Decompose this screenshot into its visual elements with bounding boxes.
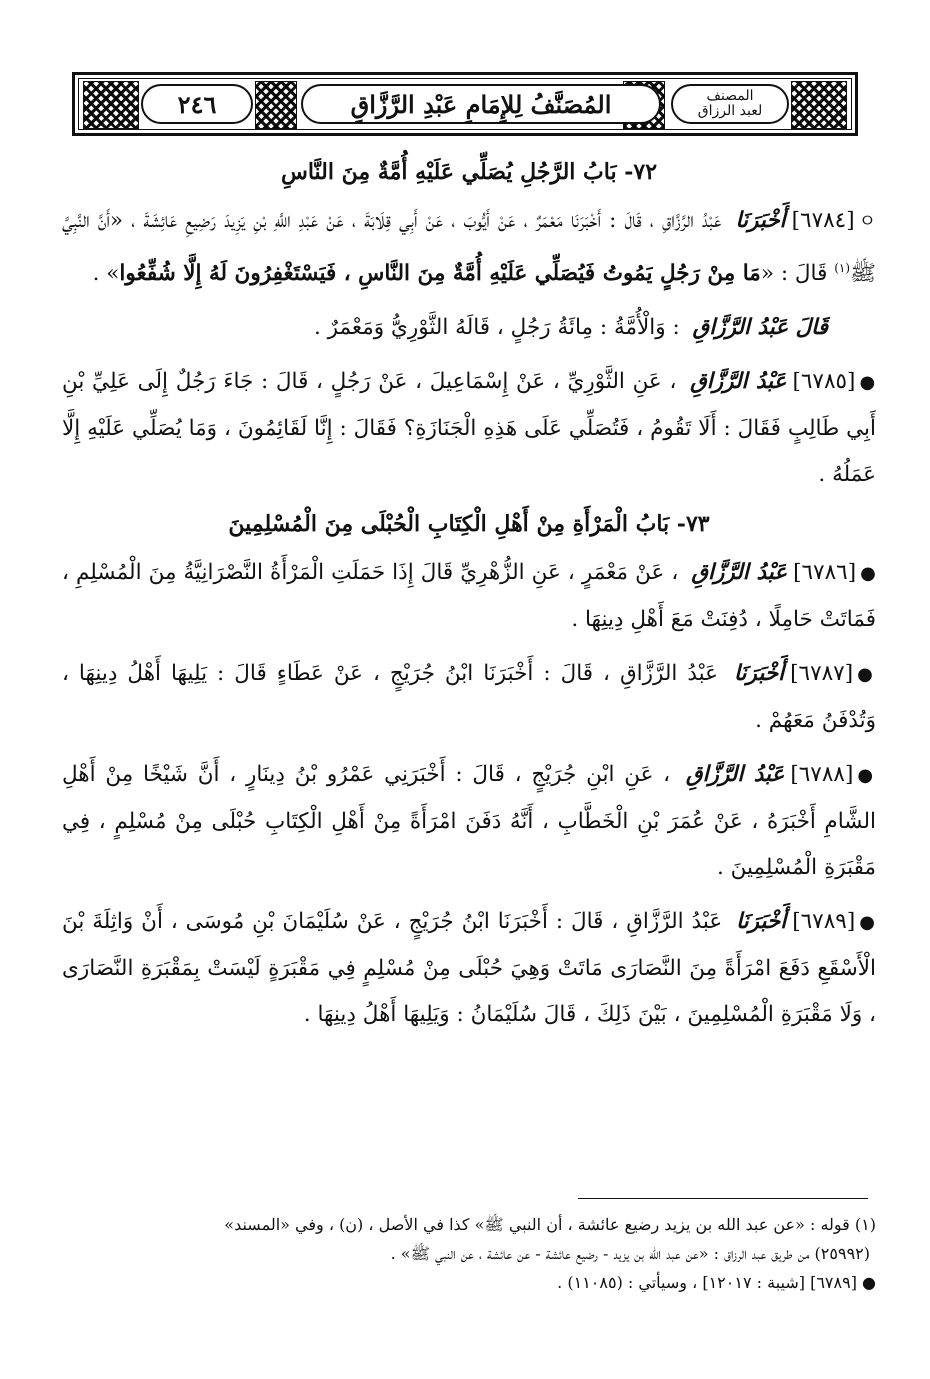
note-text: : وَالْأُمَّةُ : مِائَةُ رَجُلٍ ، قَالَهُ الثَّوْرِيُّ وَمَعْمَرٌ . — [313, 315, 680, 341]
entry-number: [٦٧٨٦] — [793, 560, 857, 586]
hadith-entry-6789 — [62, 899, 876, 1038]
entry-number: [٦٧٨٤] — [791, 208, 855, 233]
entry-number: [٦٧٨٨] — [790, 762, 854, 788]
entry-marker: ㅇ — [858, 211, 876, 232]
entry-marker: ● — [859, 372, 876, 394]
page-number: ٢٤٦ — [141, 84, 253, 124]
entry-text-3: » . — [92, 261, 120, 287]
ornament-right-icon — [791, 81, 847, 129]
entry-text: ، عَنْ مَعْمَرٍ ، عَنِ الزُّهْرِيِّ قَالَ إِذَا حَمَلَتِ الْمَرْأَةُ النَّصْرَانِيَّةُ مِنَ الْمُسْلِمِ ، فَمَاتَتْ حَامِلًا ، دُفِنَتْ مَعَ أَهْلِ دِينِهَا . — [62, 560, 876, 633]
entry-source: عَبْدُ الرَّزَّاقِ — [691, 560, 788, 586]
commentary-note — [62, 305, 876, 351]
entry-source: أَخْبَرَنَا — [733, 661, 785, 687]
chapter-heading-72: ٧٢- بَابُ الرَّجُلِ يُصَلِّي عَلَيْهِ أُمَّةٌ مِنَ النَّاسِ — [280, 159, 658, 185]
footnotes — [62, 1210, 876, 1297]
entry-text: ، عَنِ الثَّوْرِيِّ ، عَنْ إِسْمَاعِيلَ ، عَنْ رَجُلٍ ، قَالَ : جَاءَ رَجُلٌ إِلَى عَلِيِّ بْنِ أَبِي طَالِبٍ فَقَالَ : أَلَا تَقُومُ ، فَتُصَلِّي عَلَى هَذِهِ الْجَنَازَةِ؟ فَقَالَ : إِنَّا لَقَائِمُونَ ، وَمَا يُصَلِّي عَلَيْهِ إِلَّا عَمَلُهُ . — [62, 369, 876, 488]
hadith-entry-6787 — [62, 651, 876, 744]
book-title: المُصَنَّفُ لِلإِمَامِ عَبْدِ الرَّزَّاقِ — [301, 84, 661, 124]
footnote-1-line-1: (١) قوله : «عن عبد الله بن يزيد رضيع عائشة ، أن النبي ﷺ» كذا في الأصل ، (ن) ، وفي «المسند» — [224, 1215, 876, 1234]
entry-marker: ● — [857, 765, 876, 787]
main-text — [62, 146, 876, 1046]
hadith-entry-6788 — [62, 752, 876, 891]
footnote-2: ● [٦٧٨٩] [شيبة : ١٢٠١٧] ، وسيأتي : (١١٠٨٥) . — [557, 1273, 876, 1292]
entry-marker: ● — [857, 664, 876, 686]
entry-source: أَخْبَرَنَا — [736, 909, 787, 935]
hadith-entry-6785 — [62, 359, 876, 498]
entry-marker: ● — [860, 563, 876, 585]
page-header — [72, 72, 858, 136]
footnote-1-line-2: (٢٥٩٩٢) من طريق عبد الرزاق : «عن عبد الله بن يزيد - رضيع عائشة - عن عائشة ، عن النبي ﷺ» . — [390, 1244, 870, 1263]
entry-text: عَبْدُ الرَّزَّاقِ ، قَالَ : أَخْبَرَنَا ابْنُ جُرَيْجٍ ، عَنْ سُلَيْمَانَ بْنِ مُوسَى ، أَنْ وَاثِلَةَ بْنَ الْأَسْقَعِ دَفَعَ امْرَأَةً مِنَ النَّصَارَى مَاتَتْ وَهِيَ حُبْلَى مِنْ مُسْلِمٍ فِي مَقْبَرَةٍ لَيْسَتْ بِمَقْبَرَةِ النَّصَارَى ، وَلَا مَقْبَرَةِ الْمُسْلِمِينَ ، بَيْنَ ذَلِكَ ، قَالَ سُلَيْمَانُ : وَيَلِيهَا أَهْلُ دِينِهَا . — [62, 909, 876, 1028]
ornament-left-icon — [83, 81, 139, 129]
footnote-divider — [578, 1198, 868, 1199]
seal-line-2: لعبد الرزاق — [697, 103, 763, 119]
entry-marker: ● — [859, 912, 876, 934]
entry-text: ، عَنِ ابْنِ جُرَيْجٍ ، قَالَ : أَخْبَرَنِي عَمْرُو بْنُ دِينَارٍ ، أَنَّ شَيْخًا مِنْ أَهْلِ الشَّامِ أَخْبَرَهُ ، عَنْ عُمَرَ بْنِ الْخَطَّابِ ، أَنَّهُ دَفَنَ امْرَأَةً مِنْ أَهْلِ الْكِتَابِ حُبْلَى مِنْ مُسْلِمٍ ، فِي مَقْبَرَةِ الْمُسْلِمِينَ . — [62, 762, 876, 881]
note-source: قَالَ عَبْدُ الرَّزَّاقِ — [692, 315, 828, 341]
entry-source: عَبْدُ الرَّزَّاقِ — [690, 369, 787, 395]
entry-text: عَبْدُ الرَّزَّاقِ ، قَالَ : أَخْبَرَنَا ابْنُ جُرَيْجٍ ، عَنْ عَطَاءٍ قَالَ : يَلِيهَا أَهْلُ دِينِهَا ، وَتُدْفَنُ مَعَهُمْ . — [62, 661, 876, 734]
entry-text: عَبْدُ الرَّزَّاقِ ، قَالَ : أَخْبَرَنَا مَعْمَرٌ ، عَنْ أَيُّوبَ ، عَنْ أَبِي قِلَابَةَ ، عَنْ عَبْدِ اللَّهِ بْنِ يَزِيدَ رَضِيعِ عَائِشَةَ ، «أَنَّ النَّبِيَّ ﷺ — [62, 208, 876, 287]
entry-source: عَبْدُ الرَّزَّاقِ — [685, 762, 785, 788]
entry-source: أَخْبَرَنَا — [735, 208, 786, 233]
entry-number: [٦٧٨٧] — [790, 661, 854, 687]
entry-text-2: قَالَ : « — [760, 261, 828, 287]
entry-number: [٦٧٨٥] — [792, 369, 856, 395]
entry-number: [٦٧٨٩] — [792, 909, 856, 935]
book-seal — [671, 84, 789, 124]
seal-line-1: المصنف — [706, 88, 754, 104]
hadith-entry-6784 — [62, 198, 876, 297]
hadith-text: مَا مِنْ رَجُلٍ يَمُوتُ فَيُصَلِّي عَلَيْهِ أُمَّةٌ مِنَ النَّاسِ ، فَيَسْتَغْفِرُونَ لَهُ إِلَّا شُفِّعُوا — [119, 261, 761, 287]
hadith-entry-6786 — [62, 550, 876, 643]
footnote-ref-1[interactable]: (١) — [834, 261, 851, 275]
ornament-left-inner-icon — [255, 81, 297, 129]
chapter-heading-73: ٧٣- بَابُ الْمَرْأَةِ مِنْ أَهْلِ الْكِتَابِ الْحُبْلَى مِنَ الْمُسْلِمِينَ — [228, 511, 710, 538]
